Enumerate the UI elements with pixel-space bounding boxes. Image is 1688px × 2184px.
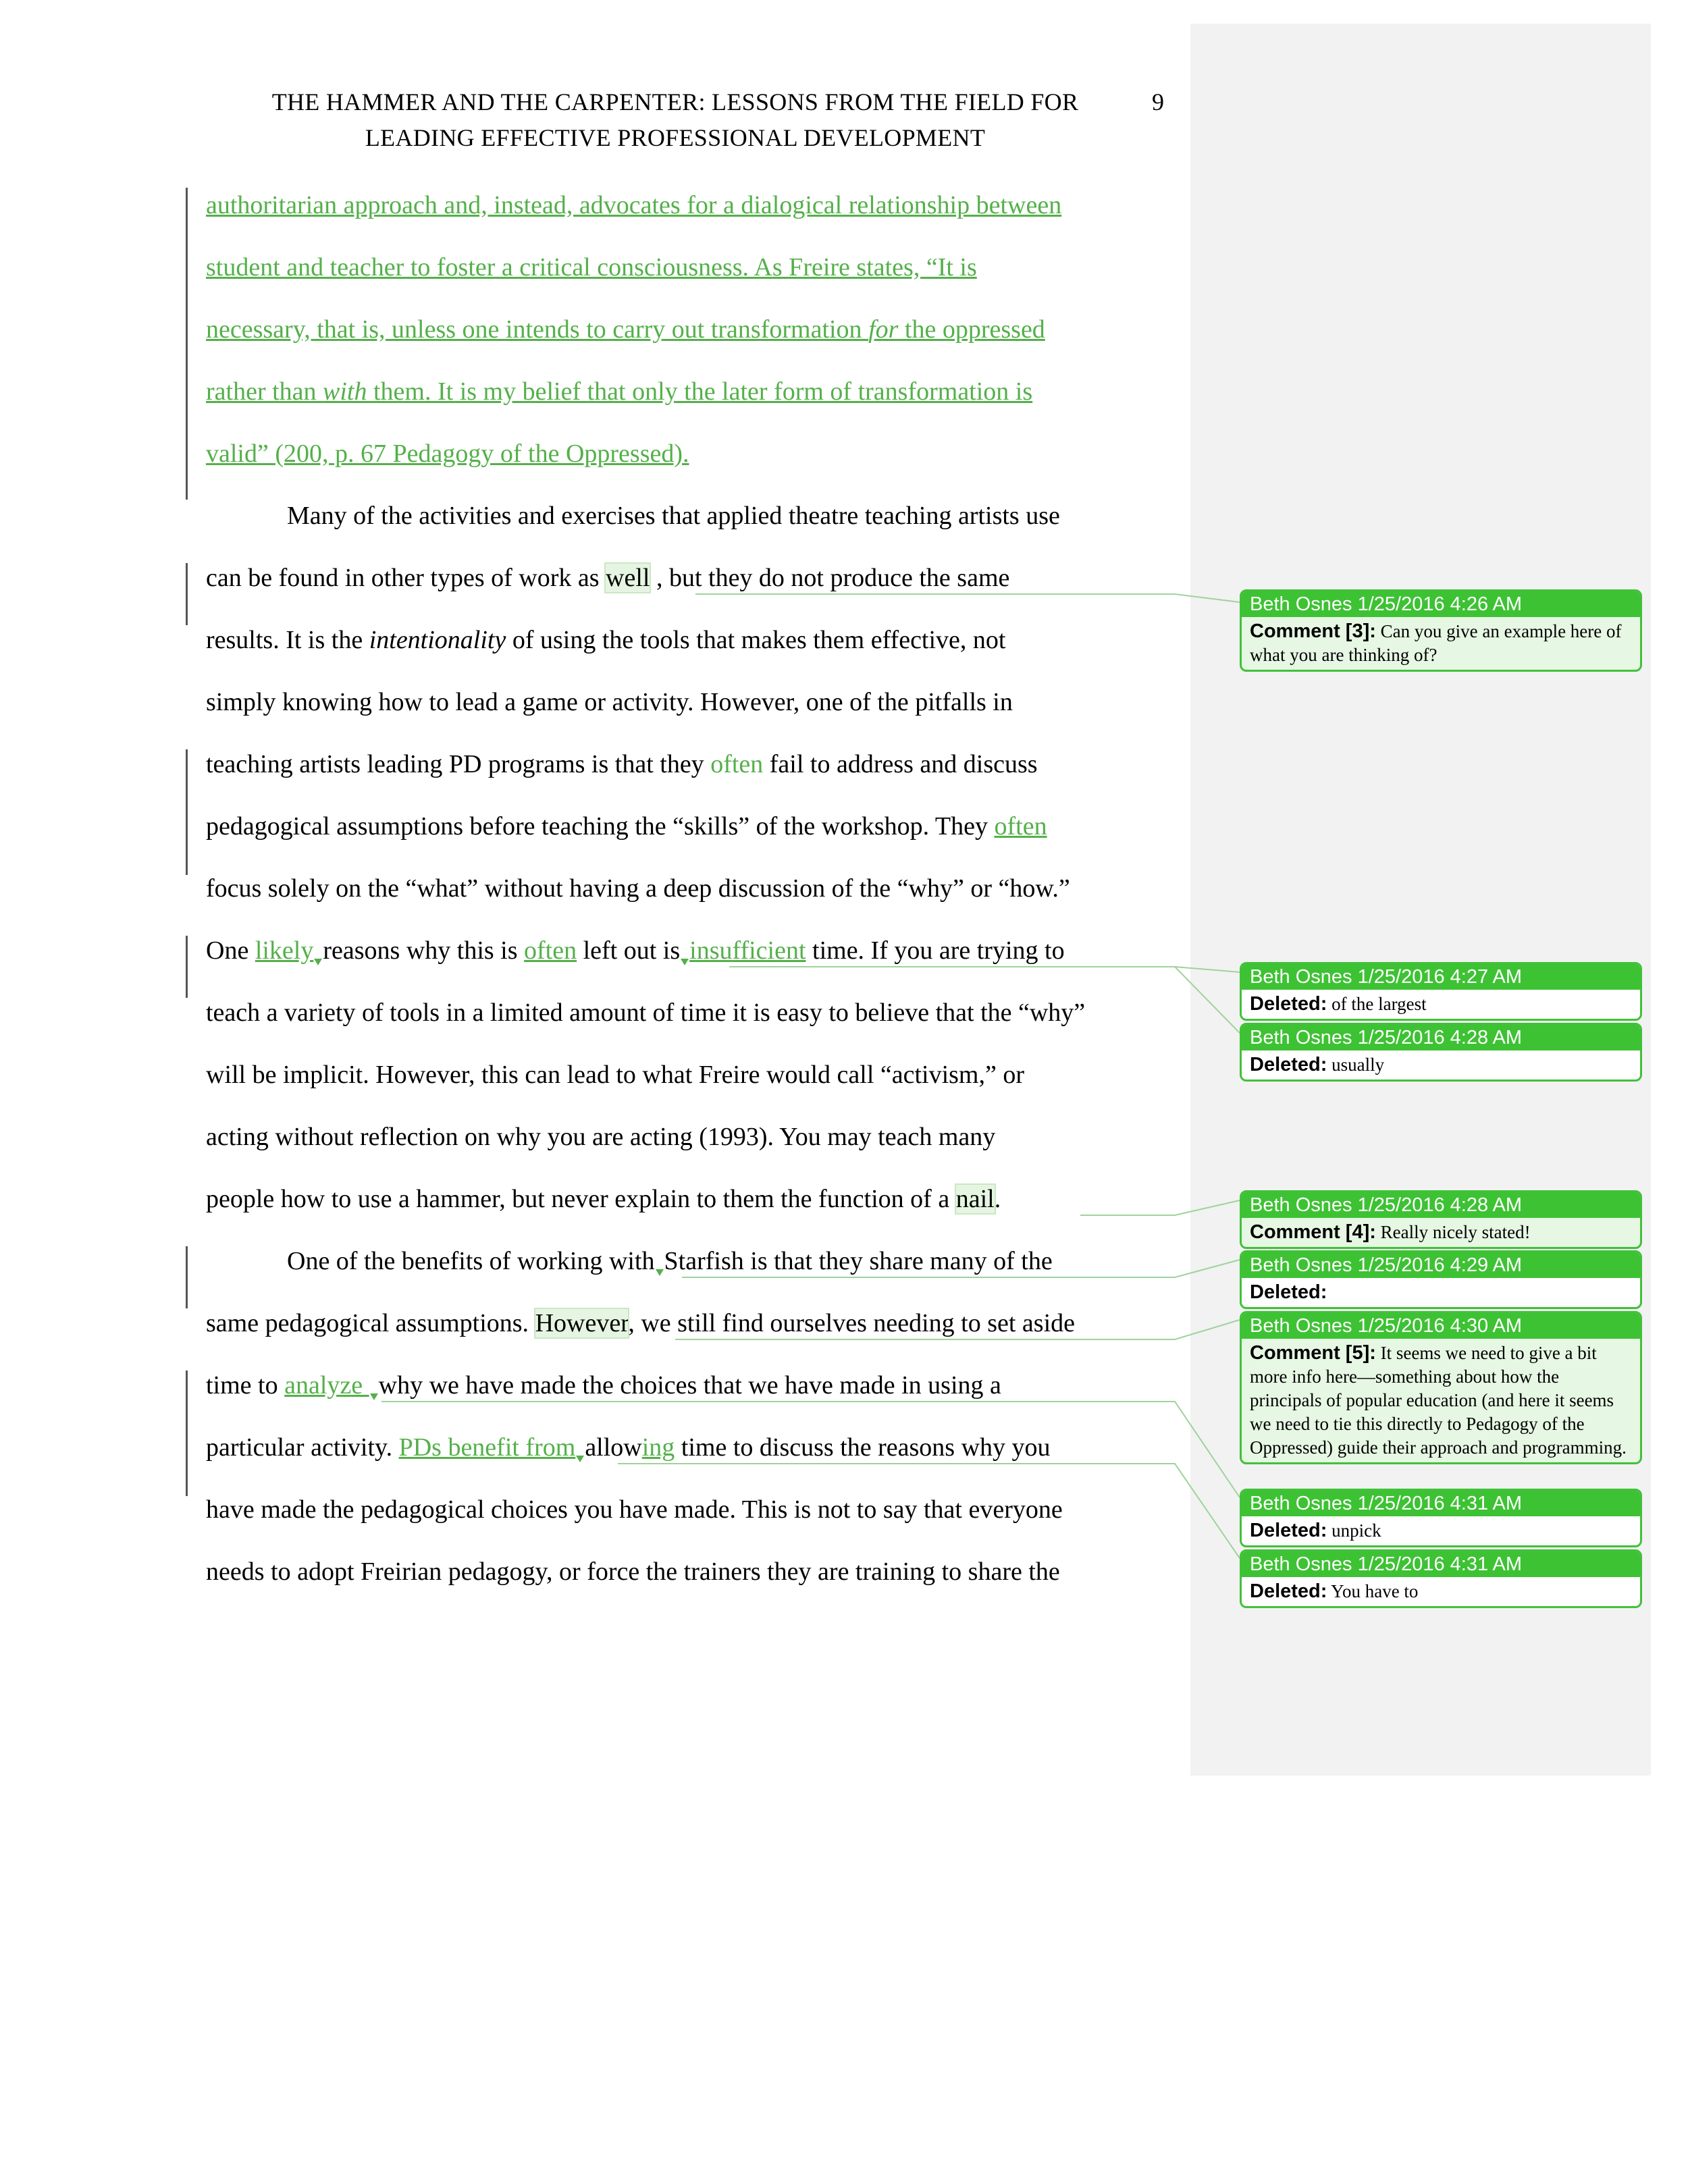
body-text: allow: [585, 1433, 642, 1462]
change-bar: [186, 563, 188, 625]
balloon-kind-label: Deleted:: [1250, 1520, 1327, 1541]
body-line: [206, 1427, 1051, 1468]
balloon-author-date: Beth Osnes 1/25/2016 4:26 AM: [1242, 591, 1640, 617]
body-text: can be found in other types of work as: [206, 564, 606, 592]
balloon-kind-label: Deleted:: [1250, 1054, 1327, 1075]
body-text: why we have made the choices that we have made in using a: [378, 1371, 1001, 1400]
comment-balloon[interactable]: [1240, 1190, 1642, 1249]
italic-text: intentionality: [369, 626, 506, 654]
body-line: [287, 1241, 1053, 1281]
balloon-body: [1242, 617, 1640, 670]
page-number: 9: [1152, 88, 1164, 115]
body-text: , we still find ourselves needing to set aside: [628, 1309, 1076, 1337]
change-bar: [186, 1246, 188, 1308]
deletion-marker-icon[interactable]: [656, 1269, 664, 1276]
balloon-author-date: Beth Osnes 1/25/2016 4:31 AM: [1242, 1551, 1640, 1577]
comment-balloon[interactable]: [1240, 1311, 1642, 1464]
body-line: simply knowing how to lead a game or activity. However, one of the pitfalls in: [206, 688, 1013, 716]
body-line: [206, 1179, 1001, 1219]
body-text: , but they do not produce the same: [650, 564, 1010, 592]
body-text: same pedagogical assumptions.: [206, 1309, 535, 1337]
body-text: time. If you are trying to: [806, 936, 1065, 965]
running-head-line-1: THE HAMMER AND THE CARPENTER: LESSONS FROM THE FIELD FOR: [271, 88, 1079, 115]
deletion-balloon[interactable]: [1240, 1549, 1642, 1608]
body-line: teach a variety of tools in a limited amount of time it is easy to believe that the “why”: [206, 998, 1086, 1027]
deletion-balloon[interactable]: [1240, 1023, 1642, 1082]
body-line: needs to adopt Freirian pedagogy, or force the trainers they are training to share the: [206, 1557, 1060, 1586]
change-bar: [186, 749, 188, 875]
deletion-balloon[interactable]: [1240, 1489, 1642, 1547]
deletion-marker-icon[interactable]: [681, 959, 689, 965]
body-text: people how to use a hammer, but never explain to them the function of a: [206, 1185, 956, 1213]
body-text: .: [994, 1185, 1001, 1213]
inserted-text: student and teacher to foster a critical consciousness. As Freire states, “It is: [206, 253, 977, 282]
balloon-kind-label: Comment [3]:: [1250, 620, 1376, 642]
inserted-text: the oppressed: [898, 315, 1045, 344]
inserted-text: analyze: [284, 1371, 369, 1400]
balloon-text: Really nicely stated!: [1380, 1222, 1531, 1242]
body-line: [206, 309, 1045, 350]
inserted-text: valid” (200, p. 67 Pedagogy of the Oppressed).: [206, 440, 689, 468]
balloon-body: [1242, 1577, 1640, 1606]
balloon-body: [1242, 1278, 1640, 1307]
body-text: teaching artists leading PD programs is that they: [206, 750, 711, 778]
balloon-author-date: Beth Osnes 1/25/2016 4:29 AM: [1242, 1252, 1640, 1278]
balloon-text: of the largest: [1331, 994, 1427, 1014]
balloon-text: usually: [1331, 1055, 1385, 1075]
body-line: acting without reflection on why you are acting (1993). You may teach many: [206, 1123, 996, 1151]
deletion-marker-icon[interactable]: [576, 1456, 584, 1462]
body-text: fail to address and discuss: [763, 750, 1038, 778]
balloon-body: [1242, 1516, 1640, 1545]
commented-text[interactable]: well: [606, 564, 650, 592]
balloon-author-date: Beth Osnes 1/25/2016 4:30 AM: [1242, 1313, 1640, 1339]
running-head-line-2: LEADING EFFECTIVE PROFESSIONAL DEVELOPMENT: [365, 124, 986, 151]
body-line: have made the pedagogical choices you have made. This is not to say that everyone: [206, 1495, 1063, 1524]
body-text: time to discuss the reasons why you: [675, 1433, 1051, 1462]
balloon-body: [1242, 1218, 1640, 1247]
balloon-text: Can you give an example here of what you are thinking of?: [1250, 621, 1622, 665]
inserted-text: often: [994, 812, 1047, 841]
body-line: [206, 930, 1065, 971]
balloon-body: [1242, 1339, 1640, 1462]
body-text: reasons why this is: [323, 936, 525, 965]
balloon-text: unpick: [1331, 1520, 1381, 1541]
balloon-kind-label: Deleted:: [1250, 993, 1327, 1015]
balloon-author-date: Beth Osnes 1/25/2016 4:28 AM: [1242, 1025, 1640, 1050]
inserted-text-italic: with: [323, 377, 367, 406]
body-text: particular activity.: [206, 1433, 399, 1462]
inserted-text: ing: [641, 1433, 675, 1462]
body-line: will be implicit. However, this can lead to what Freire would call “activism,” or: [206, 1061, 1025, 1089]
change-bar: [186, 1370, 188, 1496]
balloon-author-date: Beth Osnes 1/25/2016 4:27 AM: [1242, 964, 1640, 990]
deletion-balloon[interactable]: [1240, 1250, 1642, 1309]
body-line: focus solely on the “what” without having a deep discussion of the “why” or “how.”: [206, 874, 1070, 903]
balloon-kind-label: Comment [5]:: [1250, 1342, 1376, 1364]
body-line: [206, 620, 1005, 660]
inserted-text: often: [524, 936, 577, 965]
body-line: [206, 806, 1047, 847]
balloon-text: It seems we need to give a bit more info here—something about how the principals of popular education (and here it seems we need to tie this directly to Pedagogy of the Oppressed) guide their approach and programming.: [1250, 1343, 1627, 1458]
balloon-kind-label: Deleted:: [1250, 1281, 1327, 1303]
body-line: [206, 558, 1009, 598]
body-text: pedagogical assumptions before teaching the “skills” of the workshop. They: [206, 812, 995, 841]
inserted-text: often: [710, 750, 764, 778]
inserted-text: PDs benefit from: [398, 1433, 576, 1462]
body-text: One of the benefits of working with: [287, 1247, 655, 1275]
body-line: [206, 744, 1038, 784]
balloon-text: You have to: [1331, 1581, 1419, 1601]
body-line: Many of the activities and exercises that applied theatre teaching artists use: [287, 502, 1060, 530]
body-line: [206, 1303, 1075, 1343]
body-text: of using the tools that makes them effective, not: [506, 626, 1006, 654]
deletion-balloon[interactable]: [1240, 962, 1642, 1021]
change-bar: [186, 188, 188, 500]
inserted-text-italic: for: [868, 315, 899, 344]
body-line: [206, 247, 977, 288]
balloon-author-date: Beth Osnes 1/25/2016 4:28 AM: [1242, 1192, 1640, 1218]
body-text: left out is: [577, 936, 681, 965]
commented-text[interactable]: However: [535, 1309, 629, 1337]
balloon-body: [1242, 990, 1640, 1019]
balloon-kind-label: Deleted:: [1250, 1580, 1327, 1602]
inserted-text: necessary, that is, unless one intends to carry out transformation: [206, 315, 869, 344]
commented-text[interactable]: nail: [955, 1185, 995, 1213]
inserted-text: them. It is my belief that only the later form of transformation is: [367, 377, 1033, 406]
balloon-body: [1242, 1050, 1640, 1080]
deletion-marker-icon[interactable]: [370, 1393, 378, 1400]
inserted-text: insufficient: [689, 936, 806, 965]
change-bar: [186, 936, 188, 998]
inserted-text: likely: [255, 936, 314, 965]
body-text: Starfish is that they share many of the: [664, 1247, 1053, 1275]
body-text: time to: [206, 1371, 285, 1400]
inserted-text: rather than: [206, 377, 323, 406]
body-text: results. It is the: [206, 626, 369, 654]
balloon-kind-label: Comment [4]:: [1250, 1221, 1376, 1243]
body-line: [206, 371, 1032, 412]
deletion-marker-icon[interactable]: [314, 959, 322, 965]
body-text: One: [206, 936, 255, 965]
comment-balloon[interactable]: [1240, 589, 1642, 672]
body-line: [206, 185, 1061, 225]
inserted-text: authoritarian approach and, instead, advocates for a dialogical relationship between: [206, 191, 1062, 219]
body-line: [206, 433, 689, 474]
body-line: [206, 1365, 1001, 1406]
balloon-author-date: Beth Osnes 1/25/2016 4:31 AM: [1242, 1491, 1640, 1516]
